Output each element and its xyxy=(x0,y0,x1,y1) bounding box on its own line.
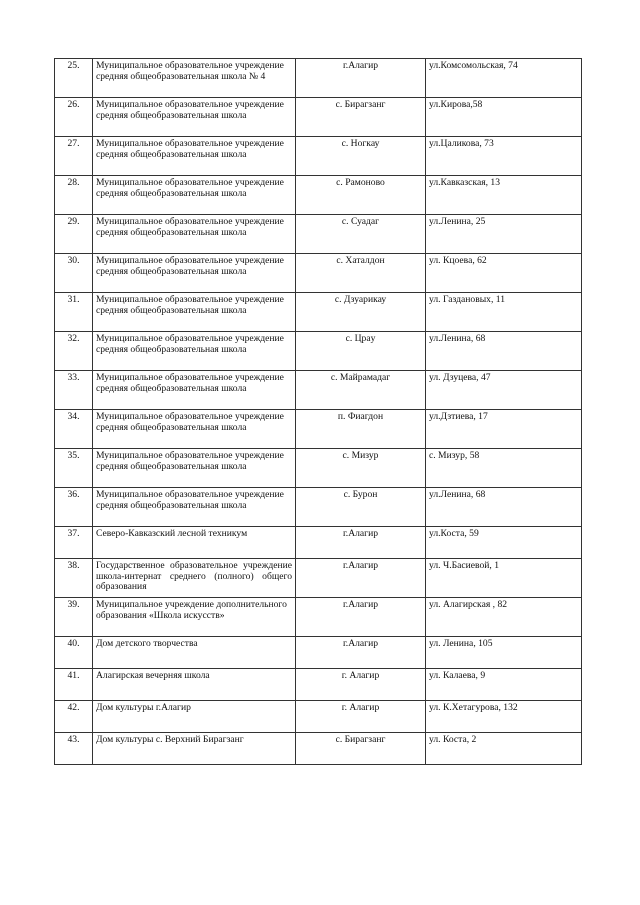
institution-name: Государственное образовательное учреждение школа-интернат среднего (полного) общего образования xyxy=(93,559,296,598)
row-number: 30. xyxy=(55,254,93,293)
table-row xyxy=(55,669,582,701)
institution-name: Муниципальное образовательное учреждение средняя общеобразовательная школа xyxy=(93,332,296,371)
row-number: 35. xyxy=(55,449,93,488)
row-number: 28. xyxy=(55,176,93,215)
row-number: 40. xyxy=(55,637,93,669)
table-row xyxy=(55,410,582,449)
row-number: 41. xyxy=(55,669,93,701)
address: ул. К.Хетагурова, 132 xyxy=(426,701,582,733)
institution-name: Дом детского творчества xyxy=(93,637,296,669)
institution-name: Муниципальное образовательное учреждение средняя общеобразовательная школа xyxy=(93,410,296,449)
row-number: 26. xyxy=(55,98,93,137)
table-row xyxy=(55,59,582,98)
table-row xyxy=(55,137,582,176)
locality: с. Суадаг xyxy=(296,215,426,254)
institution-name: Муниципальное образовательное учреждение средняя общеобразовательная школа xyxy=(93,176,296,215)
locality: с. Майрамадаг xyxy=(296,371,426,410)
locality: с. Рамоново xyxy=(296,176,426,215)
row-number: 27. xyxy=(55,137,93,176)
locality: г.Алагир xyxy=(296,637,426,669)
address: ул.Ленина, 68 xyxy=(426,332,582,371)
institution-name: Муниципальное образовательное учреждение средняя общеобразовательная школа xyxy=(93,137,296,176)
table-row xyxy=(55,701,582,733)
address: ул. Калаева, 9 xyxy=(426,669,582,701)
address: ул.Ленина, 68 xyxy=(426,488,582,527)
institution-name: Муниципальное образовательное учреждение средняя общеобразовательная школа xyxy=(93,293,296,332)
institution-name: Муниципальное образовательное учреждение средняя общеобразовательная школа xyxy=(93,371,296,410)
address: ул.Кирова,58 xyxy=(426,98,582,137)
locality: с. Мизур xyxy=(296,449,426,488)
institution-name: Северо-Кавказский лесной техникум xyxy=(93,527,296,559)
locality: с. Цраy xyxy=(296,332,426,371)
row-number: 32. xyxy=(55,332,93,371)
address: ул. Ч.Басиевой, 1 xyxy=(426,559,582,598)
row-number: 39. xyxy=(55,598,93,637)
row-number: 42. xyxy=(55,701,93,733)
institution-name: Муниципальное образовательное учреждение средняя общеобразовательная школа xyxy=(93,488,296,527)
row-number: 25. xyxy=(55,59,93,98)
row-number: 37. xyxy=(55,527,93,559)
address: ул. Коста, 2 xyxy=(426,733,582,765)
locality: с. Дзуарикау xyxy=(296,293,426,332)
table-row xyxy=(55,559,582,598)
table-row xyxy=(55,371,582,410)
institution-name: Муниципальное образовательное учреждение средняя общеобразовательная школа xyxy=(93,449,296,488)
locality: с. Бурон xyxy=(296,488,426,527)
address: ул. Кцоева, 62 xyxy=(426,254,582,293)
institution-name: Дом культуры с. Верхний Бирагзанг xyxy=(93,733,296,765)
table-row xyxy=(55,488,582,527)
table-row xyxy=(55,254,582,293)
row-number: 33. xyxy=(55,371,93,410)
row-number: 38. xyxy=(55,559,93,598)
table-row xyxy=(55,215,582,254)
address: ул.Дзтиева, 17 xyxy=(426,410,582,449)
locality: г.Алагир xyxy=(296,598,426,637)
table-row xyxy=(55,637,582,669)
address: ул. Алагирская , 82 xyxy=(426,598,582,637)
address: ул.Коста, 59 xyxy=(426,527,582,559)
locality: г. Алагир xyxy=(296,669,426,701)
locality: г.Алагир xyxy=(296,559,426,598)
address: ул. Дзуцева, 47 xyxy=(426,371,582,410)
locality: с. Бирагзанг xyxy=(296,733,426,765)
institution-name: Муниципальное образовательное учреждение средняя общеобразовательная школа xyxy=(93,98,296,137)
locality: с. Ногкау xyxy=(296,137,426,176)
row-number: 29. xyxy=(55,215,93,254)
institution-name: Муниципальное учреждение дополнительного образования «Школа искусств» xyxy=(93,598,296,637)
row-number: 43. xyxy=(55,733,93,765)
institution-name: Муниципальное образовательное учреждение средняя общеобразовательная школа № 4 xyxy=(93,59,296,98)
table-row xyxy=(55,332,582,371)
address: ул.Комсомольская, 74 xyxy=(426,59,582,98)
locality: г. Алагир xyxy=(296,701,426,733)
table-row xyxy=(55,733,582,765)
locality: г.Алагир xyxy=(296,59,426,98)
row-number: 31. xyxy=(55,293,93,332)
table-row xyxy=(55,598,582,637)
locality: с. Хаталдон xyxy=(296,254,426,293)
table-row xyxy=(55,98,582,137)
address: ул. Газдановых, 11 xyxy=(426,293,582,332)
address: с. Мизур, 58 xyxy=(426,449,582,488)
institution-name: Дом культуры г.Алагир xyxy=(93,701,296,733)
institution-name: Муниципальное образовательное учреждение средняя общеобразовательная школа xyxy=(93,215,296,254)
row-number: 36. xyxy=(55,488,93,527)
table-row xyxy=(55,293,582,332)
address: ул. Ленина, 105 xyxy=(426,637,582,669)
table-row xyxy=(55,527,582,559)
locality: с. Бирагзанг xyxy=(296,98,426,137)
institutions-table xyxy=(54,58,582,765)
institution-name: Алагирская вечерняя школа xyxy=(93,669,296,701)
locality: п. Фиагдон xyxy=(296,410,426,449)
table-row xyxy=(55,176,582,215)
address: ул.Ленина, 25 xyxy=(426,215,582,254)
institution-name: Муниципальное образовательное учреждение средняя общеобразовательная школа xyxy=(93,254,296,293)
address: ул.Цаликова, 73 xyxy=(426,137,582,176)
table-row xyxy=(55,449,582,488)
row-number: 34. xyxy=(55,410,93,449)
locality: г.Алагир xyxy=(296,527,426,559)
address: ул.Кавказская, 13 xyxy=(426,176,582,215)
